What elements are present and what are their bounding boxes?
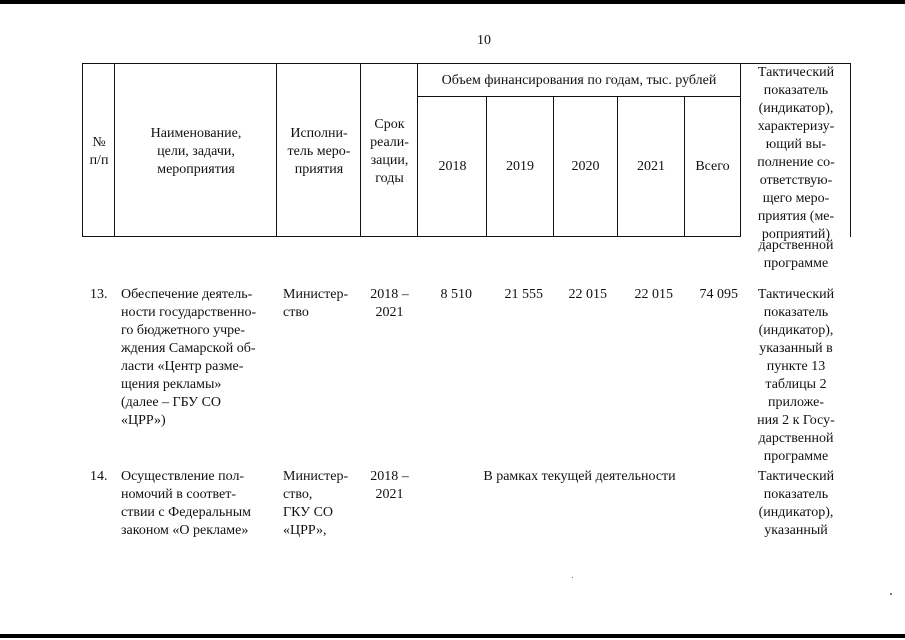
row-13-no: 13. bbox=[90, 287, 108, 302]
page-number: 10 bbox=[477, 33, 491, 48]
row-14-name: Осуществление пол- номочий в соответ- ствии с Федеральным законом «О рекламе» bbox=[121, 469, 252, 538]
header-year-2020: 2020 bbox=[571, 159, 600, 174]
table-top-border bbox=[82, 63, 851, 64]
row-13-2021: 22 015 bbox=[634, 287, 673, 302]
col-divider-name bbox=[276, 63, 277, 237]
header-year-2019: 2019 bbox=[506, 159, 534, 174]
bottom-border-rule bbox=[0, 634, 905, 638]
header-year-2018: 2018 bbox=[438, 159, 467, 174]
header-name: Наименование, цели, задачи, мероприятия bbox=[150, 126, 242, 177]
header-indicator: Тактический показатель (индикатор), характеризу- ющий вы- полнение со- ответствую- щего меро- приятия (ме- роприятий) bbox=[757, 65, 835, 242]
col-divider-executor bbox=[360, 63, 361, 237]
header-year-2021: 2021 bbox=[637, 159, 665, 174]
top-border-rule bbox=[0, 0, 905, 4]
row-14-indicator: Тактический показатель (индикатор), указанный bbox=[757, 469, 835, 538]
col-divider-left-edge bbox=[82, 63, 83, 237]
header-total: Всего bbox=[695, 159, 730, 174]
row-13-executor: Министер- ство bbox=[283, 287, 349, 320]
table-header-bottom-border bbox=[82, 236, 740, 237]
row-14-executor: Министер- ство, ГКУ СО «ЦРР», bbox=[283, 469, 349, 538]
row-13-total: 74 095 bbox=[699, 287, 738, 302]
header-executor: Исполни- тель меро- приятия bbox=[287, 126, 351, 177]
row-14-funding-note: В рамках текущей деятельности bbox=[483, 469, 676, 484]
header-funding-title: Объем финансирования по годам, тыс. рублей bbox=[441, 73, 717, 88]
col-divider-period bbox=[417, 63, 418, 237]
header-period: Срок реали- зации, годы bbox=[370, 117, 409, 186]
funding-title-underline bbox=[417, 96, 741, 97]
row-13-name: Обеспечение деятель- ности государственно- го бюджетного учре- ждения Самарской об- ласти «Центр разме- щения рекламы» (далее – ГБУ СО «ЦРР») bbox=[121, 287, 257, 428]
row-13-2020: 22 015 bbox=[568, 287, 607, 302]
col-divider-no bbox=[114, 63, 115, 237]
col-divider-total bbox=[740, 63, 741, 237]
row-14-period: 2018 – 2021 bbox=[370, 469, 409, 502]
row-14-no: 14. bbox=[90, 469, 108, 484]
row-13-indicator: Тактический показатель (индикатор), указанный в пункте 13 таблицы 2 приложе- ния 2 к Госу- дарственной программе bbox=[757, 287, 835, 464]
row-13-2019: 21 555 bbox=[504, 287, 543, 302]
header-no: № п/п bbox=[89, 135, 109, 168]
scan-speck bbox=[572, 577, 573, 578]
scan-speck bbox=[890, 593, 892, 595]
row-13-2018: 8 510 bbox=[440, 287, 472, 302]
carryover-indicator: дарственной программе bbox=[758, 238, 834, 271]
col-divider-right-edge bbox=[850, 63, 851, 237]
row-13-period: 2018 – 2021 bbox=[370, 287, 409, 320]
